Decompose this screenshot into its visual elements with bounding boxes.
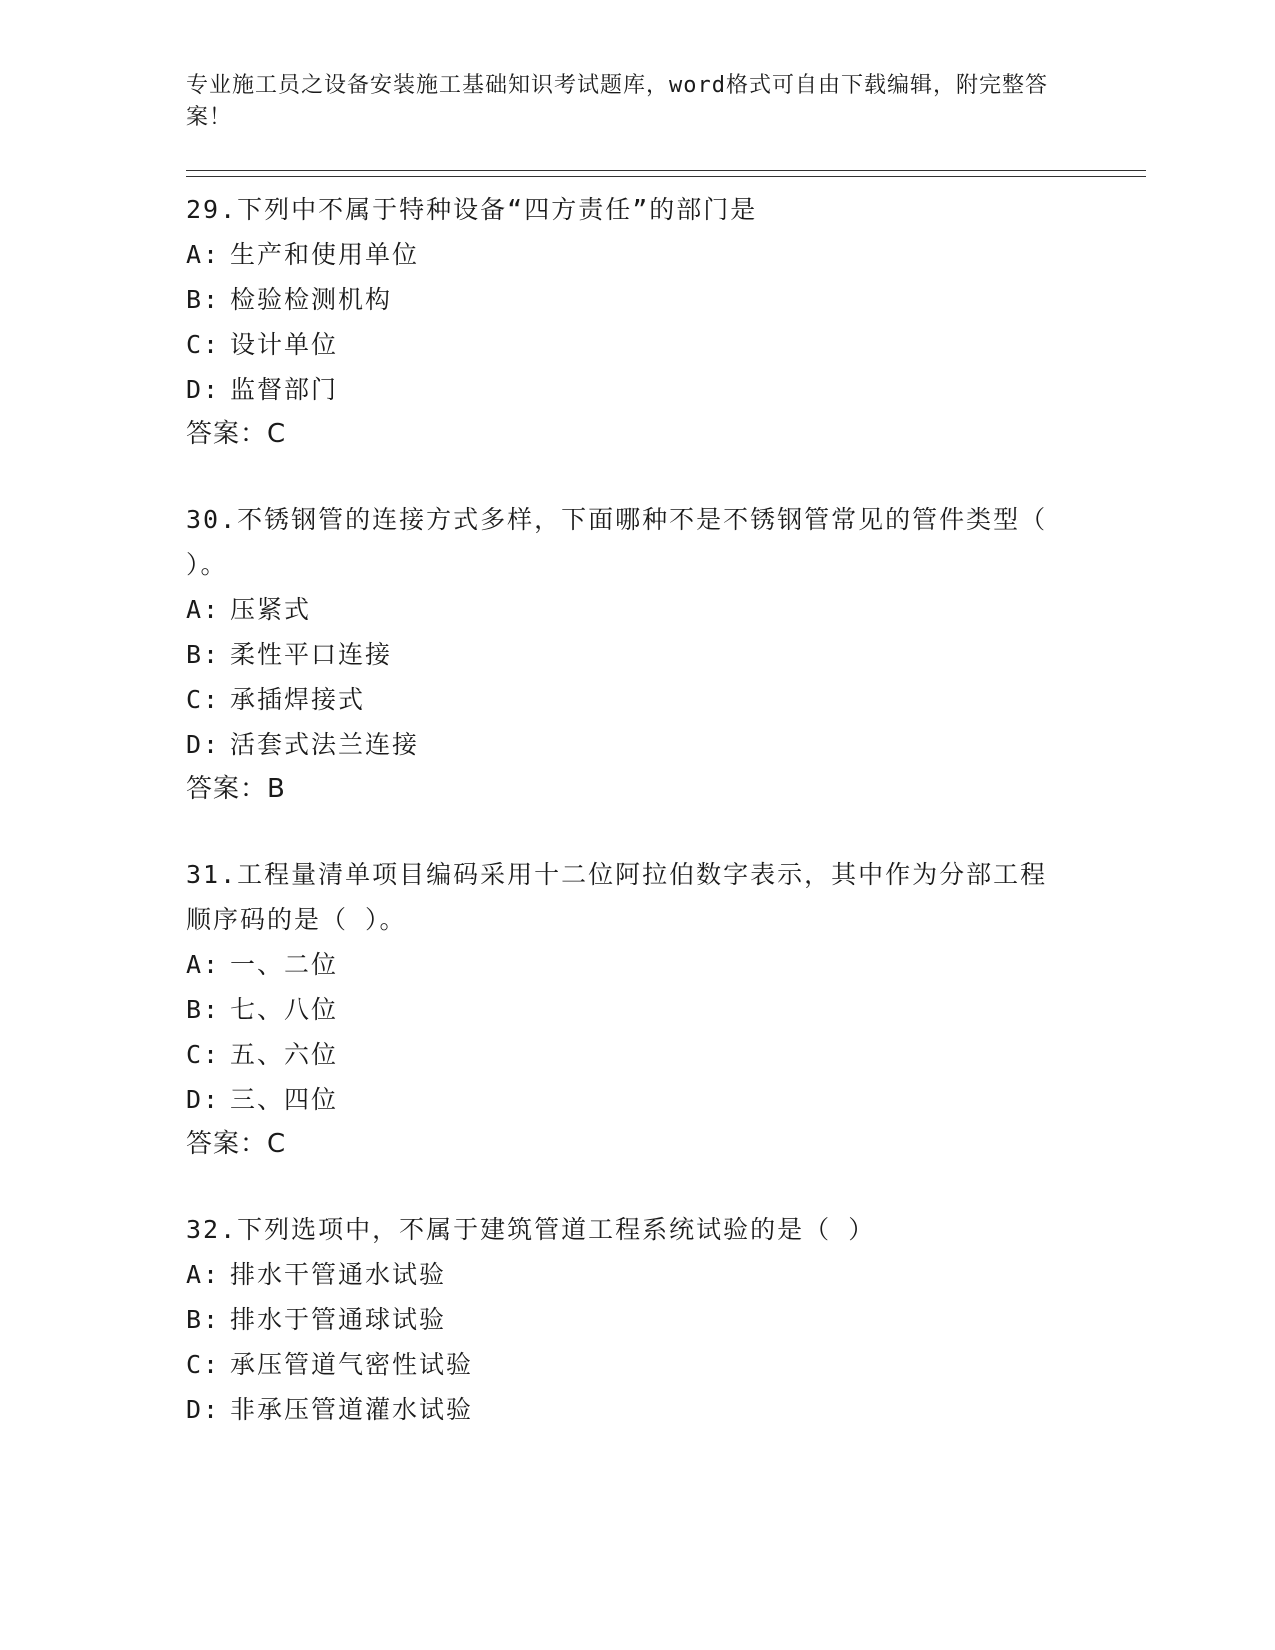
option-d [186, 367, 1146, 412]
option-a [186, 587, 1146, 632]
question-text [186, 852, 1066, 942]
answer-line: 答案：C [186, 419, 287, 449]
option-key: B: [186, 640, 221, 669]
option-text: 一、二位 [230, 950, 339, 979]
option-text: 排水干管通水试验 [230, 1260, 447, 1289]
question-29 [186, 187, 1146, 457]
question-number: 32. [186, 1215, 238, 1244]
option-text: 监督部门 [230, 375, 339, 404]
question-number: 29. [186, 195, 238, 224]
question-text [186, 497, 1066, 587]
question-32 [186, 1207, 1146, 1432]
option-text: 承压管道气密性试验 [230, 1350, 474, 1379]
option-text: 排水于管通球试验 [230, 1305, 447, 1334]
option-d [186, 1077, 1146, 1122]
option-b [186, 1297, 1146, 1342]
option-key: C: [186, 1040, 221, 1069]
option-text: 柔性平口连接 [230, 640, 393, 669]
option-key: C: [186, 1350, 221, 1379]
question-list [186, 187, 1146, 1432]
option-c [186, 677, 1146, 722]
question-stem: 下列选项中，不属于建筑管道工程系统试验的是（ ） [237, 1215, 876, 1244]
answer-line: 答案：C [186, 1129, 287, 1159]
option-key: B: [186, 995, 221, 1024]
option-a [186, 232, 1146, 277]
option-key: B: [186, 285, 221, 314]
question-number: 31. [186, 860, 238, 889]
option-b [186, 987, 1146, 1032]
document-header: 专业施工员之设备安装施工基础知识考试题库，word格式可自由下载编辑，附完整答案！ [186, 73, 1048, 130]
option-key: D: [186, 730, 221, 759]
option-key: A: [186, 950, 221, 979]
option-key: A: [186, 595, 221, 624]
option-key: A: [186, 1260, 221, 1289]
option-text: 生产和使用单位 [230, 240, 420, 269]
option-a [186, 942, 1146, 987]
question-31 [186, 852, 1146, 1167]
option-key: B: [186, 1305, 221, 1334]
option-text: 三、四位 [230, 1085, 339, 1114]
option-key: C: [186, 330, 221, 359]
question-stem: 下列中不属于特种设备“四方责任”的部门是 [237, 195, 758, 224]
answer-line: 答案：B [186, 774, 286, 804]
option-key: A: [186, 240, 221, 269]
question-stem: 工程量清单项目编码采用十二位阿拉伯数字表示，其中作为分部工程顺序码的是（ ）。 [186, 860, 1048, 934]
option-text: 承插焊接式 [230, 685, 366, 714]
option-key: D: [186, 375, 221, 404]
question-number: 30. [186, 505, 238, 534]
question-stem: 不锈钢管的连接方式多样，下面哪种不是不锈钢管常见的管件类型（ ）。 [186, 505, 1048, 579]
option-text: 压紧式 [230, 595, 312, 624]
option-key: D: [186, 1085, 221, 1114]
option-text: 五、六位 [230, 1040, 339, 1069]
option-b [186, 632, 1146, 677]
double-rule-divider [186, 170, 1146, 177]
option-c [186, 322, 1146, 367]
option-key: C: [186, 685, 221, 714]
option-c [186, 1342, 1146, 1387]
option-text: 七、八位 [230, 995, 339, 1024]
question-30 [186, 497, 1146, 812]
option-text: 活套式法兰连接 [230, 730, 420, 759]
option-b [186, 277, 1146, 322]
option-text: 非承压管道灌水试验 [230, 1395, 474, 1424]
question-text [186, 187, 1066, 232]
option-text: 检验检测机构 [230, 285, 393, 314]
option-text: 设计单位 [230, 330, 339, 359]
document-page [186, 70, 1146, 1472]
option-key: D: [186, 1395, 221, 1424]
question-text [186, 1207, 1066, 1252]
option-a [186, 1252, 1146, 1297]
option-c [186, 1032, 1146, 1077]
option-d [186, 722, 1146, 767]
option-d [186, 1387, 1146, 1432]
